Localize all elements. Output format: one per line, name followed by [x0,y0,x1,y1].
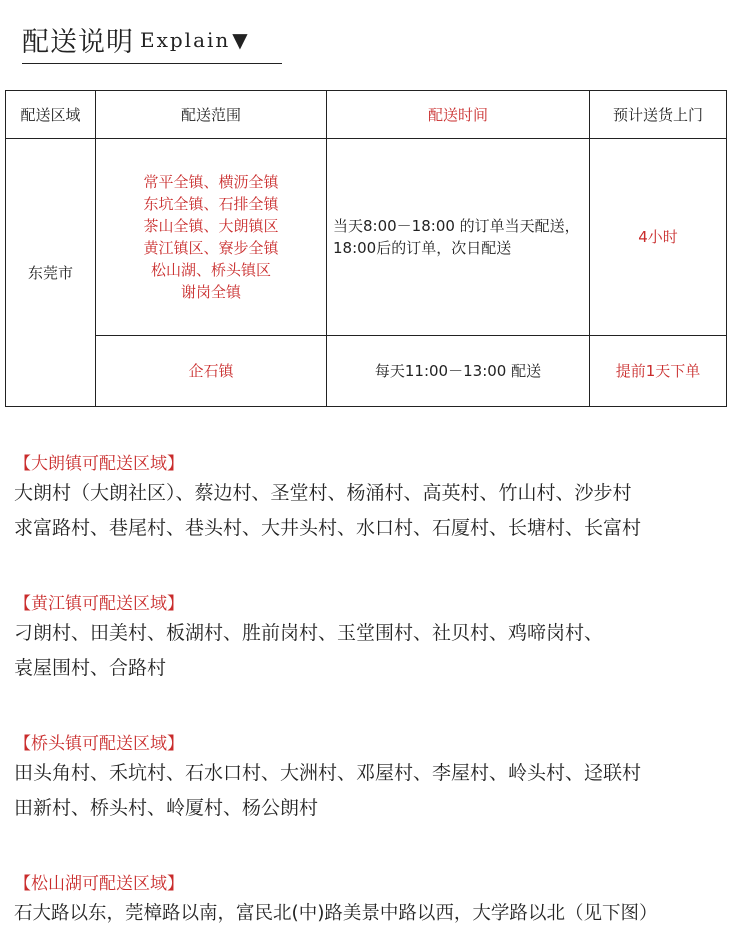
header-scope: 配送范围 [96,91,327,139]
scope-line: 茶山全镇、大朗镇区 [143,217,279,235]
table-header-row [6,91,727,139]
triangle-down-icon: ▼ [232,27,248,52]
region-line: 求富路村、巷尾村、巷头村、大井头村、水口村、石厦村、长塘村、长富村 [14,517,642,539]
time-cell: 每天11:00－13:00 配送 [327,336,590,407]
region-text [14,756,641,826]
scope-cell: 企石镇 [96,336,327,407]
region-line: 袁屋围村、合路村 [14,657,167,679]
region-text [14,476,641,546]
region-line: 石大路以东，莞樟路以南，富民北(中)路美景中路以西，大学路以北（见下图） [14,903,658,924]
header-time: 配送时间 [327,91,590,139]
region-songshanhu [14,872,657,931]
table-row [6,336,727,407]
header-area: 配送区域 [6,91,96,139]
region-text [14,616,603,686]
region-qiaotou [14,732,641,826]
time-cell: 当天8:00－18:00 的订单当天配送，18:00后的订单，次日配送 [327,139,590,336]
region-title: 【松山湖可配送区域】 [14,874,184,894]
scope-line: 黄江镇区、寮步全镇 [143,239,279,257]
table-row [6,139,727,336]
region-line: 田头角村、禾坑村、石水口村、大洲村、邓屋村、李屋村、岭头村、迳联村 [14,762,642,784]
section-title [22,20,248,59]
eta-cell: 提前1天下单 [590,336,727,407]
region-text [14,896,657,931]
delivery-table [5,90,727,407]
scope-line: 常平全镇、横沥全镇 [143,173,279,191]
region-title: 【大朗镇可配送区域】 [14,454,184,474]
title-en: Explain [140,27,231,52]
header-eta: 预计送货上门 [590,91,727,139]
title-cn: 配送说明 [22,27,134,58]
region-line: 大朗村（大朗社区）、蔡边村、圣堂村、杨涌村、高英村、竹山村、沙步村 [14,482,632,504]
region-title: 【黄江镇可配送区域】 [14,594,184,614]
title-underline [22,63,282,64]
city-cell: 东莞市 [6,139,96,407]
scope-line: 东坑全镇、石排全镇 [143,195,279,213]
scope-line: 谢岗全镇 [180,283,241,301]
scope-cell [96,139,327,336]
region-title: 【桥头镇可配送区域】 [14,734,184,754]
eta-cell: 4小时 [590,139,727,336]
region-line: 刁朗村、田美村、板湖村、胜前岗村、玉堂围村、社贝村、鸡啼岗村、 [14,622,604,644]
region-huangjiang [14,592,603,686]
region-line: 田新村、桥头村、岭厦村、杨公朗村 [14,797,319,819]
region-dalang [14,452,641,546]
scope-line: 松山湖、桥头镇区 [150,261,271,279]
